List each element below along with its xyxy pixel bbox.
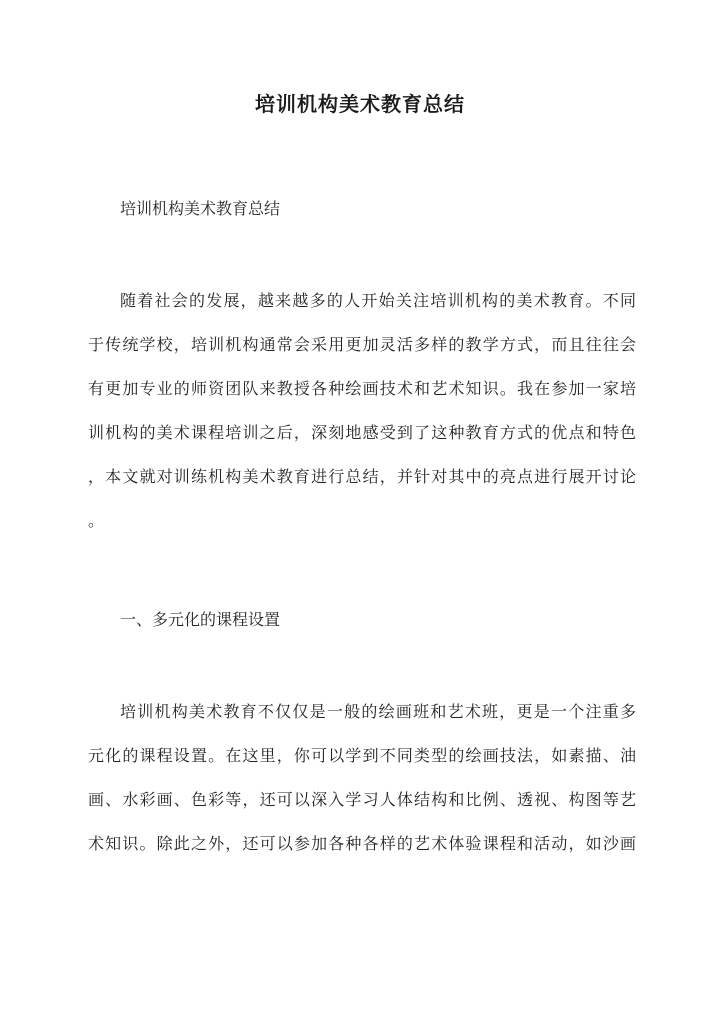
document-title: 培训机构美术教育总结 <box>255 92 465 116</box>
paragraph-line: ，本文就对训练机构美术教育进行总结，并针对其中的亮点进行展开讨论 <box>88 467 636 486</box>
paragraph-line: 术知识。除此之外，还可以参加各种各样的艺术体验课程和活动，如沙画 <box>88 834 636 853</box>
paragraph-curriculum <box>88 690 636 866</box>
paragraph-line: 。 <box>88 511 105 530</box>
paragraph-line: 随着社会的发展，越来越多的人开始关注培训机构的美术教育。不同 <box>120 291 636 310</box>
paragraph-line: 有更加专业的师资团队来教授各种绘画技术和艺术知识。我在参加一家培 <box>88 379 636 398</box>
paragraph-line: 画、水彩画、色彩等，还可以深入学习人体结构和比例、透视、构图等艺 <box>88 790 636 809</box>
section-heading: 一、多元化的课程设置 <box>120 610 281 629</box>
document-subtitle: 培训机构美术教育总结 <box>120 199 281 218</box>
paragraph-line: 培训机构美术教育不仅仅是一般的绘画班和艺术班，更是一个注重多 <box>120 702 636 721</box>
paragraph-intro <box>88 279 636 543</box>
paragraph-line: 于传统学校，培训机构通常会采用更加灵活多样的教学方式，而且往往会 <box>88 335 636 354</box>
paragraph-line: 训机构的美术课程培训之后，深刻地感受到了这种教育方式的优点和特色 <box>88 423 636 442</box>
paragraph-line: 元化的课程设置。在这里，你可以学到不同类型的绘画技法，如素描、油 <box>88 746 636 765</box>
